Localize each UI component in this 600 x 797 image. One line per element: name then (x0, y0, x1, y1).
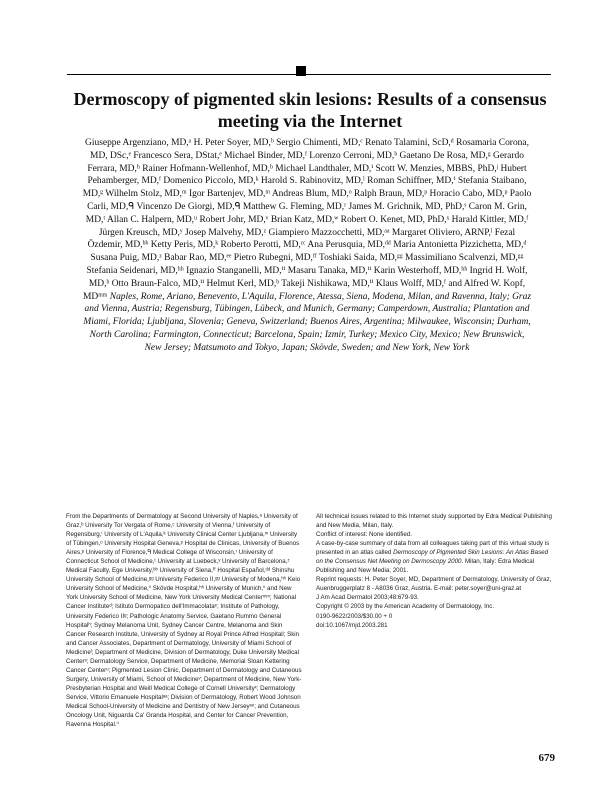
reprint-note: Reprint requests: H. Peter Soyer, MD, Department of Dermatology, University of Graz, Auenbruggerplatz 8 - A8036 Graz, Austria. E-mail: peter.soyer@uni-graz.at (316, 576, 552, 593)
author-list: Giuseppe Argenziano, MD,ᵃ H. Peter Soyer, MD,ᵇ Sergio Chimenti, MD,ᶜ Renato Talamini, ScD,ᵈ Rosamaria Corona, MD, DSc,ᵉ Francesco Sera, DStat,ᵉ Michael Binder, MD,ᶠ Lorenzo Cerroni, MD,ᵇ Gaetano De Rosa, MD,ᵍ Gerardo Ferrara, MD,ʰ Rainer Hofmann-Wellenhof, MD,ᵇ Michael Landthaler, MD,ⁱ Scott W. Menzies, MBBS, PhD,ʲ Hubert Pehamberger, MD,ᶠ Domenico Piccolo, MD,ᵏ Harold S. Rabinovitz, MD,ˡ Roman Schiffner, MD,ⁱ Stefania Staibano, MD,ᵍ Wilhelm Stolz, MD,ᵐ Igor Bartenjev, MD,ᵐ Andreas Blum, MD,ᵒ Ralph Braun, MD,ᵖ Horacio Cabo, MD,ᵖ Paolo Carli, MD,ᑫ Vincenzo De Giorgi, MD,ᑫ Matthew G. Fleming, MD,ʳ James M. Grichnik, MD, PhD,ˢ Caron M. Grin, MD,ᵗ Allan C. Halpern, MD,ᵘ Robert Johr, MD,ᵛ Brian Katz, MD,ʷ Robert O. Kenet, MD, PhD,ˣ Harald Kittler, MD,ᶠ Jürgen Kreusch, MD,ʸ Josep Malvehy, MD,ᶻ Giampiero Mazzocchetti, MD,ᵃᵃ Margaret Oliviero, ARNP,ˡ Fezal Özdemir, MD,ᵇᵇ Ketty Peris, MD,ᵏ Roberto Perotti, MD,ᶜᶜ Ana Perusquia, MD,ᵈᵈ Maria Antonietta Pizzichetta, MD,ᵈ Susana Puig, MD,ᶻ Babar Rao, MD,ᵉᵉ Pietro Rubegni, MD,ᶠᶠ Toshiaki Saida, MD,ᵍᵍ Massimiliano Scalvenzi, MD,ᵍᵍ Stefania Seidenari, MD,ʰʰ Ignazio Stanganelli, MD,ⁱⁱ Masaru Tanaka, MD,ⁱⁱ Karin Westerhoff, MD,ʰʰ Ingrid H. Wolf, MD,ᵇ Otto Braun-Falco, MD,ⁱⁱ Helmut Kerl, MD,ᵇ Takeji Nishikawa, MD,ⁱⁱ Klaus Wolff, MD,ᶠ and Alfred W. Kopf, MDᵐᵐ (82, 138, 532, 302)
article-title: Dermoscopy of pigmented skin lesions: Results of a consensus meeting via the Internet (73, 89, 547, 131)
header-rule (67, 74, 551, 75)
summary-publisher: . Milan, Italy: Edra Medical Publishing and New Media; 2001. (316, 558, 535, 575)
copyright-line: Copyright © 2003 by the American Academy of Dermatology, Inc. (316, 603, 495, 611)
atlas-title: Dermoscopy of Pigmented Skin Lesions: An Atlas Based on the Consensus Net Meeting on Dermoscopy 2000 (316, 549, 549, 566)
summary-text: A case-by-case summary of data from all colleagues taking part of this virtual study is presented in an atlas called (316, 540, 550, 557)
footnote-column-left (66, 512, 302, 729)
conflict-note: Conflict of interest: None identified. (316, 531, 412, 539)
issn-line: 0190-9622/2003/$30.00 + 0 (316, 612, 393, 620)
footnotes (66, 512, 552, 757)
affiliations-note: From the Departments of Dermatology at Second University of Naples,ᵃ University of Graz,ᵇ University Tor Vergata of Rome,ᶜ University of Vienna,ᶠ University of Regensburg,ⁱ University of L'Aquila,ᵏ University Clinical Center Ljubljana,ᵐ University of Tübingen,ᵒ University Hospital Geneva,ᵖ Hospital de Clinicas, University of Buenos Aires,ᵖ University of Florence,ᑫ Medical College of Wisconsin,ʳ University of Connecticut School of Medicine,ᵗ University at Luebeck,ʸ University of Barcelona,ᶻ Medical Faculty, Ege University,ᵇᵇ University of Siena,ᶠᶠ Hospital Español,ᵈᵈ Shinshu University School of Medicine,ᵍᵍ University Federico II,ᵍᵍ University of Modena,ʰʰ Keio University School of Medicine,ⁱⁱ Skövde Hospital,ʰʰ University of Munich,ⁱⁱ and New York University School of Medicine, New York University Medical Centerᵐᵐ; National Cancer Instituteᵈ; Istituto Dermopatico dell'Immacolataᵉ; Institute of Pathology, University Federico IIᵍ; Pathologic Anatomy Service, Gaetano Rummo General Hospitalʰ; Sydney Melanoma Unit, Sydney Cancer Centre, Melanoma and Skin Cancer Research Institute, University of Sydney at Royal Prince Alfred Hospitalʲ; Skin and Cancer Associates, Department of Dermatology, University of Miami School of Medicineˡ; Department of Medicine, Division of Dermatology, Duke University Medical Centerˢ; Dermatology Service, Department of Medicine, Memorial Sloan Kettering Cancer Centerᵘ; Pigmented Lesion Clinic, Department of Dermatology and Cutaneous Surgery, University of Miami, School of Medicineᵛ; Department of Medicine, New York-Presbyterian Hospital and Weill Medical College of Cornell Universityˣ; Dermatology Service, Vittorio Emanuele Hospitalᵃᵃ; Division of Dermatology, Robert Wood Johnson Medical School-University of Medicine and Dentistry of New Jerseyᵉᵉ; and Cutaneous Oncology Unit, Niguarda Ca' Granda Hospital, and Center for Cancer Prevention, Ravenna Hospital.ⁱⁱ (66, 513, 302, 729)
author-block (82, 137, 532, 355)
summary-note (316, 539, 552, 575)
page-number: 679 (538, 752, 555, 764)
journal-citation: J Am Acad Dermatol 2003;48:679-93. (316, 594, 419, 602)
footnote-column-right (316, 512, 552, 630)
support-note: All technical issues related to this Internet study supported by Edra Medical Publishing and New Media, Milan, Italy. (316, 513, 552, 530)
doi-line: doi:10.1067/mjd.2003.281 (316, 621, 388, 629)
affiliation-cities: Naples, Rome, Ariano, Benevento, L'Aquila, Florence, Atessa, Siena, Modena, Milan, and Ravenna, Italy; Graz and Vienna, Austria; Regensburg, Tübingen, Lübeck, and Munich, Germany; Camperdown, Australia; Plantation and Miami, Florida; Ljubljana, Slovenia; Geneva, Switzerland; Buenos Aires, Argentina; Milwaukee, Wisconsin; Durham, North Carolina; Farmington, Connecticut; Barcelona, Spain; Izmir, Turkey; Mexico City, Mexico; New Brunswick, New Jersey; Matsumoto and Tokyo, Japan; Skövde, Sweden; and New York, New York (83, 291, 531, 353)
